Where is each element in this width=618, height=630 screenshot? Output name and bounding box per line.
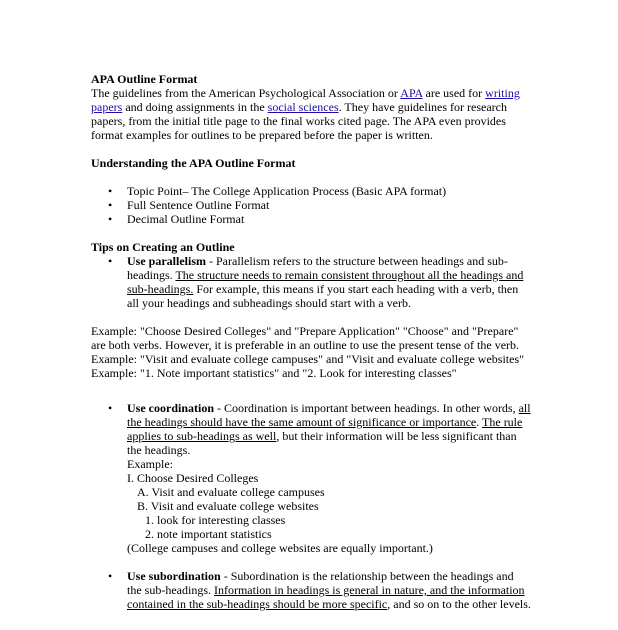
tip-underlined: Information in headings is general in nature, and the information contained in the sub-headings should be more specific (127, 583, 525, 611)
page-title: APA Outline Format (91, 72, 198, 86)
tip-underlined: all the headings should have the same amount of significance or importance (127, 401, 531, 429)
intro-paragraph (91, 86, 531, 142)
tip-text: . (476, 415, 483, 429)
tips-list-1 (91, 254, 531, 310)
tip-text: For example, this means if you start each heading with a verb, then all your headings and subheadings should start with a verb. (127, 282, 519, 310)
intro-text-1: The guidelines from the American Psychological Association or (91, 86, 401, 100)
writing-papers-link[interactable]: writing papers (91, 86, 520, 114)
tip-text: - Parallelism refers to the structure between headings and sub-headings. (127, 254, 508, 282)
tip-underlined: The rule applies to sub-headings as well (127, 415, 523, 443)
outline-item: I. Choose Desired Colleges (127, 471, 259, 485)
example-line: Example: "Visit and evaluate college campuses" and "Visit and evaluate college websites" (91, 352, 525, 366)
tip-underlined: The structure needs to remain consistent throughout all the headings and sub-headings. (127, 268, 524, 296)
understanding-heading: Understanding the APA Outline Format (91, 156, 296, 170)
format-list (91, 184, 531, 226)
tip-label: Use coordination (127, 401, 214, 415)
tip-coordination (91, 401, 531, 555)
outline-item: 2. note important statistics (145, 527, 272, 541)
tips-list-2 (91, 401, 531, 555)
tip-text: - Subordination is the relationship between the headings and the sub-headings. (127, 569, 514, 597)
tip-text: , but their information will be less significant than the headings. (127, 429, 517, 457)
intro-text-2: are used for (422, 86, 486, 100)
intro-text-3: and doing assignments in the (122, 100, 268, 114)
apa-link[interactable]: APA (400, 86, 423, 100)
tips-list-3 (91, 569, 531, 611)
intro-text-4: . They have guidelines for research papers, from the initial title page to the final works cited page. The APA even provides format examples for outlines to be prepared before the paper is written. (91, 100, 507, 142)
social-sciences-link[interactable]: social sciences (267, 100, 339, 114)
tip-text: - Coordination is important between headings. In other words, (214, 401, 519, 415)
tip-text: , and so on to the other levels. (387, 597, 531, 611)
coordination-note: (College campuses and college websites are equally important.) (127, 541, 433, 555)
example-line: Example: "Choose Desired Colleges" and "Prepare Application" "Choose" and "Prepare" are both verbs. However, it is preferable in an outline to use the present tense of the verb. (91, 324, 520, 352)
list-item: • Decimal Outline Format (91, 212, 531, 226)
outline-item: 1. look for interesting classes (145, 513, 286, 527)
tip-parallelism (91, 254, 531, 310)
tips-heading: Tips on Creating an Outline (91, 240, 235, 254)
list-item: • Full Sentence Outline Format (91, 198, 531, 212)
outline-item: B. Visit and evaluate college websites (137, 499, 319, 513)
document-page (91, 72, 531, 611)
outline-item: A. Visit and evaluate college campuses (137, 485, 325, 499)
example-label: Example: (127, 457, 173, 471)
list-item: • Topic Point– The College Application Process (Basic APA format) (91, 184, 531, 198)
example-line: Example: "1. Note important statistics" and "2. Look for interesting classes" (91, 366, 457, 380)
tip-subordination (91, 569, 531, 611)
tip-label: Use subordination (127, 569, 221, 583)
tip-label: Use parallelism (127, 254, 206, 268)
